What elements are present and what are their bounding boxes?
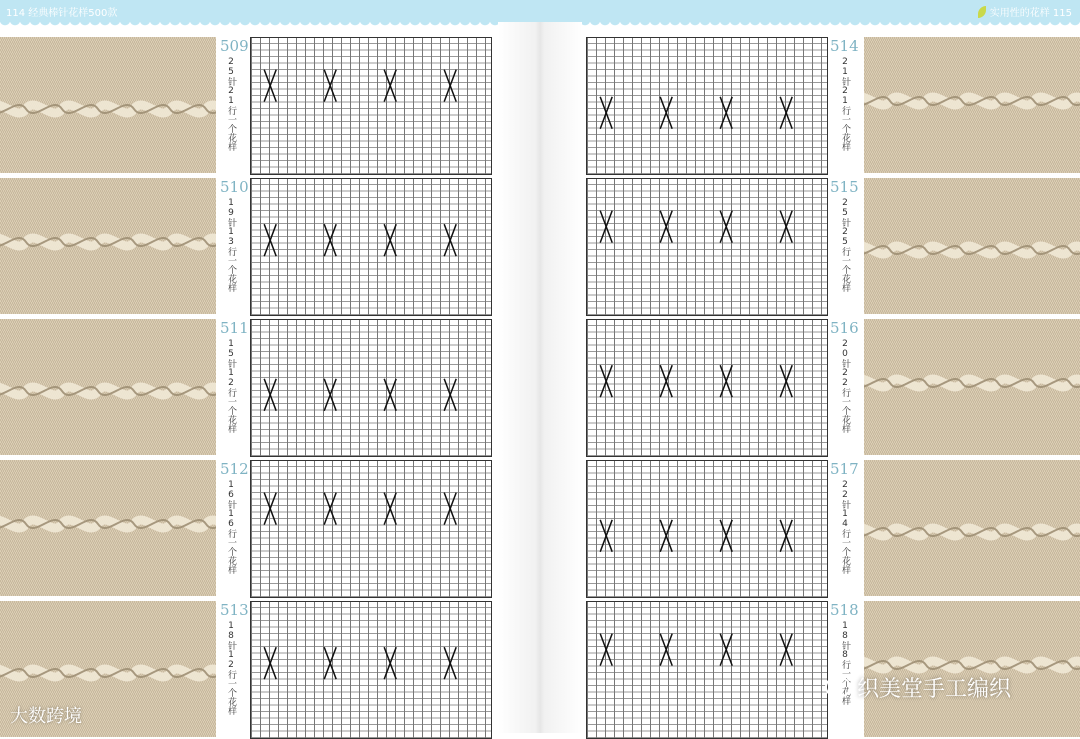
right-page-header: 实用性的花样 115 — [989, 8, 1072, 19]
cable-cross-symbol — [444, 493, 456, 525]
knitting-chart — [586, 178, 828, 316]
cable-cross-symbol — [660, 520, 672, 552]
pattern-description: 25针21行一个花样 — [226, 57, 236, 151]
cable-cross-symbol — [780, 97, 792, 129]
swatch-photo — [864, 178, 1080, 314]
knitting-chart — [250, 178, 492, 316]
knitting-chart — [250, 37, 492, 175]
cable-cross-symbol — [720, 97, 732, 129]
pattern-number: 510 — [220, 178, 249, 196]
swatch-photo — [0, 460, 216, 596]
pattern-number: 516 — [830, 319, 859, 337]
watermark-left-text: 大数跨境 — [10, 706, 82, 727]
pattern-number: 515 — [830, 178, 859, 196]
right-page-header-wrap — [978, 4, 1072, 19]
pattern-description: 16针16行一个花样 — [226, 480, 236, 574]
cable-cross-symbol — [720, 365, 732, 397]
cable-cross-symbol — [264, 647, 276, 679]
cable-cross-symbol — [600, 97, 612, 129]
page-fold — [498, 22, 582, 733]
cable-cross-symbol — [780, 520, 792, 552]
leaf-icon — [978, 6, 986, 18]
swatch-photo — [864, 601, 1080, 737]
knitting-chart — [586, 319, 828, 457]
cable-cross-symbol — [720, 520, 732, 552]
cable-cross-symbol — [384, 379, 396, 411]
knitting-chart — [586, 601, 828, 739]
cable-cross-symbol — [324, 493, 336, 525]
swatch-photo — [0, 178, 216, 314]
left-page-header: 114 经典棒针花样500款 — [6, 8, 118, 19]
pattern-description: 25针25行一个花样 — [840, 198, 850, 292]
watermark-right — [825, 672, 1011, 703]
pattern-number: 509 — [220, 37, 249, 55]
cable-cross-symbol — [384, 647, 396, 679]
knitting-chart — [586, 460, 828, 598]
cable-cross-symbol — [264, 224, 276, 256]
knitting-chart — [586, 37, 828, 175]
cable-cross-symbol — [720, 211, 732, 243]
knitting-chart — [250, 460, 492, 598]
cable-cross-symbol — [264, 493, 276, 525]
cable-cross-symbol — [780, 211, 792, 243]
pattern-description: 18针8行一个花样 — [840, 621, 850, 705]
header-band — [0, 0, 1080, 22]
cable-cross-symbol — [444, 647, 456, 679]
watermark-left — [10, 702, 82, 728]
cable-cross-symbol — [720, 634, 732, 666]
cable-cross-symbol — [444, 70, 456, 102]
pattern-description: 22针14行一个花样 — [840, 480, 850, 574]
cable-cross-symbol — [600, 634, 612, 666]
pattern-number: 513 — [220, 601, 249, 619]
cable-cross-symbol — [264, 379, 276, 411]
swatch-photo — [864, 460, 1080, 596]
cable-cross-symbol — [324, 70, 336, 102]
pattern-description: 15针12行一个花样 — [226, 339, 236, 433]
cable-cross-symbol — [444, 224, 456, 256]
swatch-photo — [864, 319, 1080, 455]
cable-cross-symbol — [600, 520, 612, 552]
pattern-number: 518 — [830, 601, 859, 619]
cable-cross-symbol — [660, 97, 672, 129]
cable-cross-symbol — [324, 224, 336, 256]
cable-cross-symbol — [384, 70, 396, 102]
pattern-description: 18针12行一个花样 — [226, 621, 236, 715]
pattern-number: 511 — [220, 319, 249, 337]
cable-cross-symbol — [780, 365, 792, 397]
pattern-description: 19针13行一个花样 — [226, 198, 236, 292]
pattern-number: 517 — [830, 460, 859, 478]
cable-cross-symbol — [444, 379, 456, 411]
knitting-chart — [250, 319, 492, 457]
cable-cross-symbol — [324, 647, 336, 679]
cable-cross-symbol — [384, 224, 396, 256]
cable-cross-symbol — [600, 365, 612, 397]
cable-cross-symbol — [324, 379, 336, 411]
cable-cross-symbol — [780, 634, 792, 666]
swatch-photo — [864, 37, 1080, 173]
pattern-description: 21针21行一个花样 — [840, 57, 850, 151]
pattern-number: 512 — [220, 460, 249, 478]
wechat-icon — [825, 676, 851, 698]
watermark-right-text: 织美堂手工编织 — [857, 677, 1012, 702]
cable-cross-symbol — [660, 365, 672, 397]
cable-cross-symbol — [384, 493, 396, 525]
swatch-photo — [0, 319, 216, 455]
cable-cross-symbol — [264, 70, 276, 102]
cable-cross-symbol — [660, 211, 672, 243]
pattern-description: 20针22行一个花样 — [840, 339, 850, 433]
cable-cross-symbol — [660, 634, 672, 666]
knitting-chart — [250, 601, 492, 739]
pattern-number: 514 — [830, 37, 859, 55]
cable-cross-symbol — [600, 211, 612, 243]
swatch-photo — [0, 37, 216, 173]
